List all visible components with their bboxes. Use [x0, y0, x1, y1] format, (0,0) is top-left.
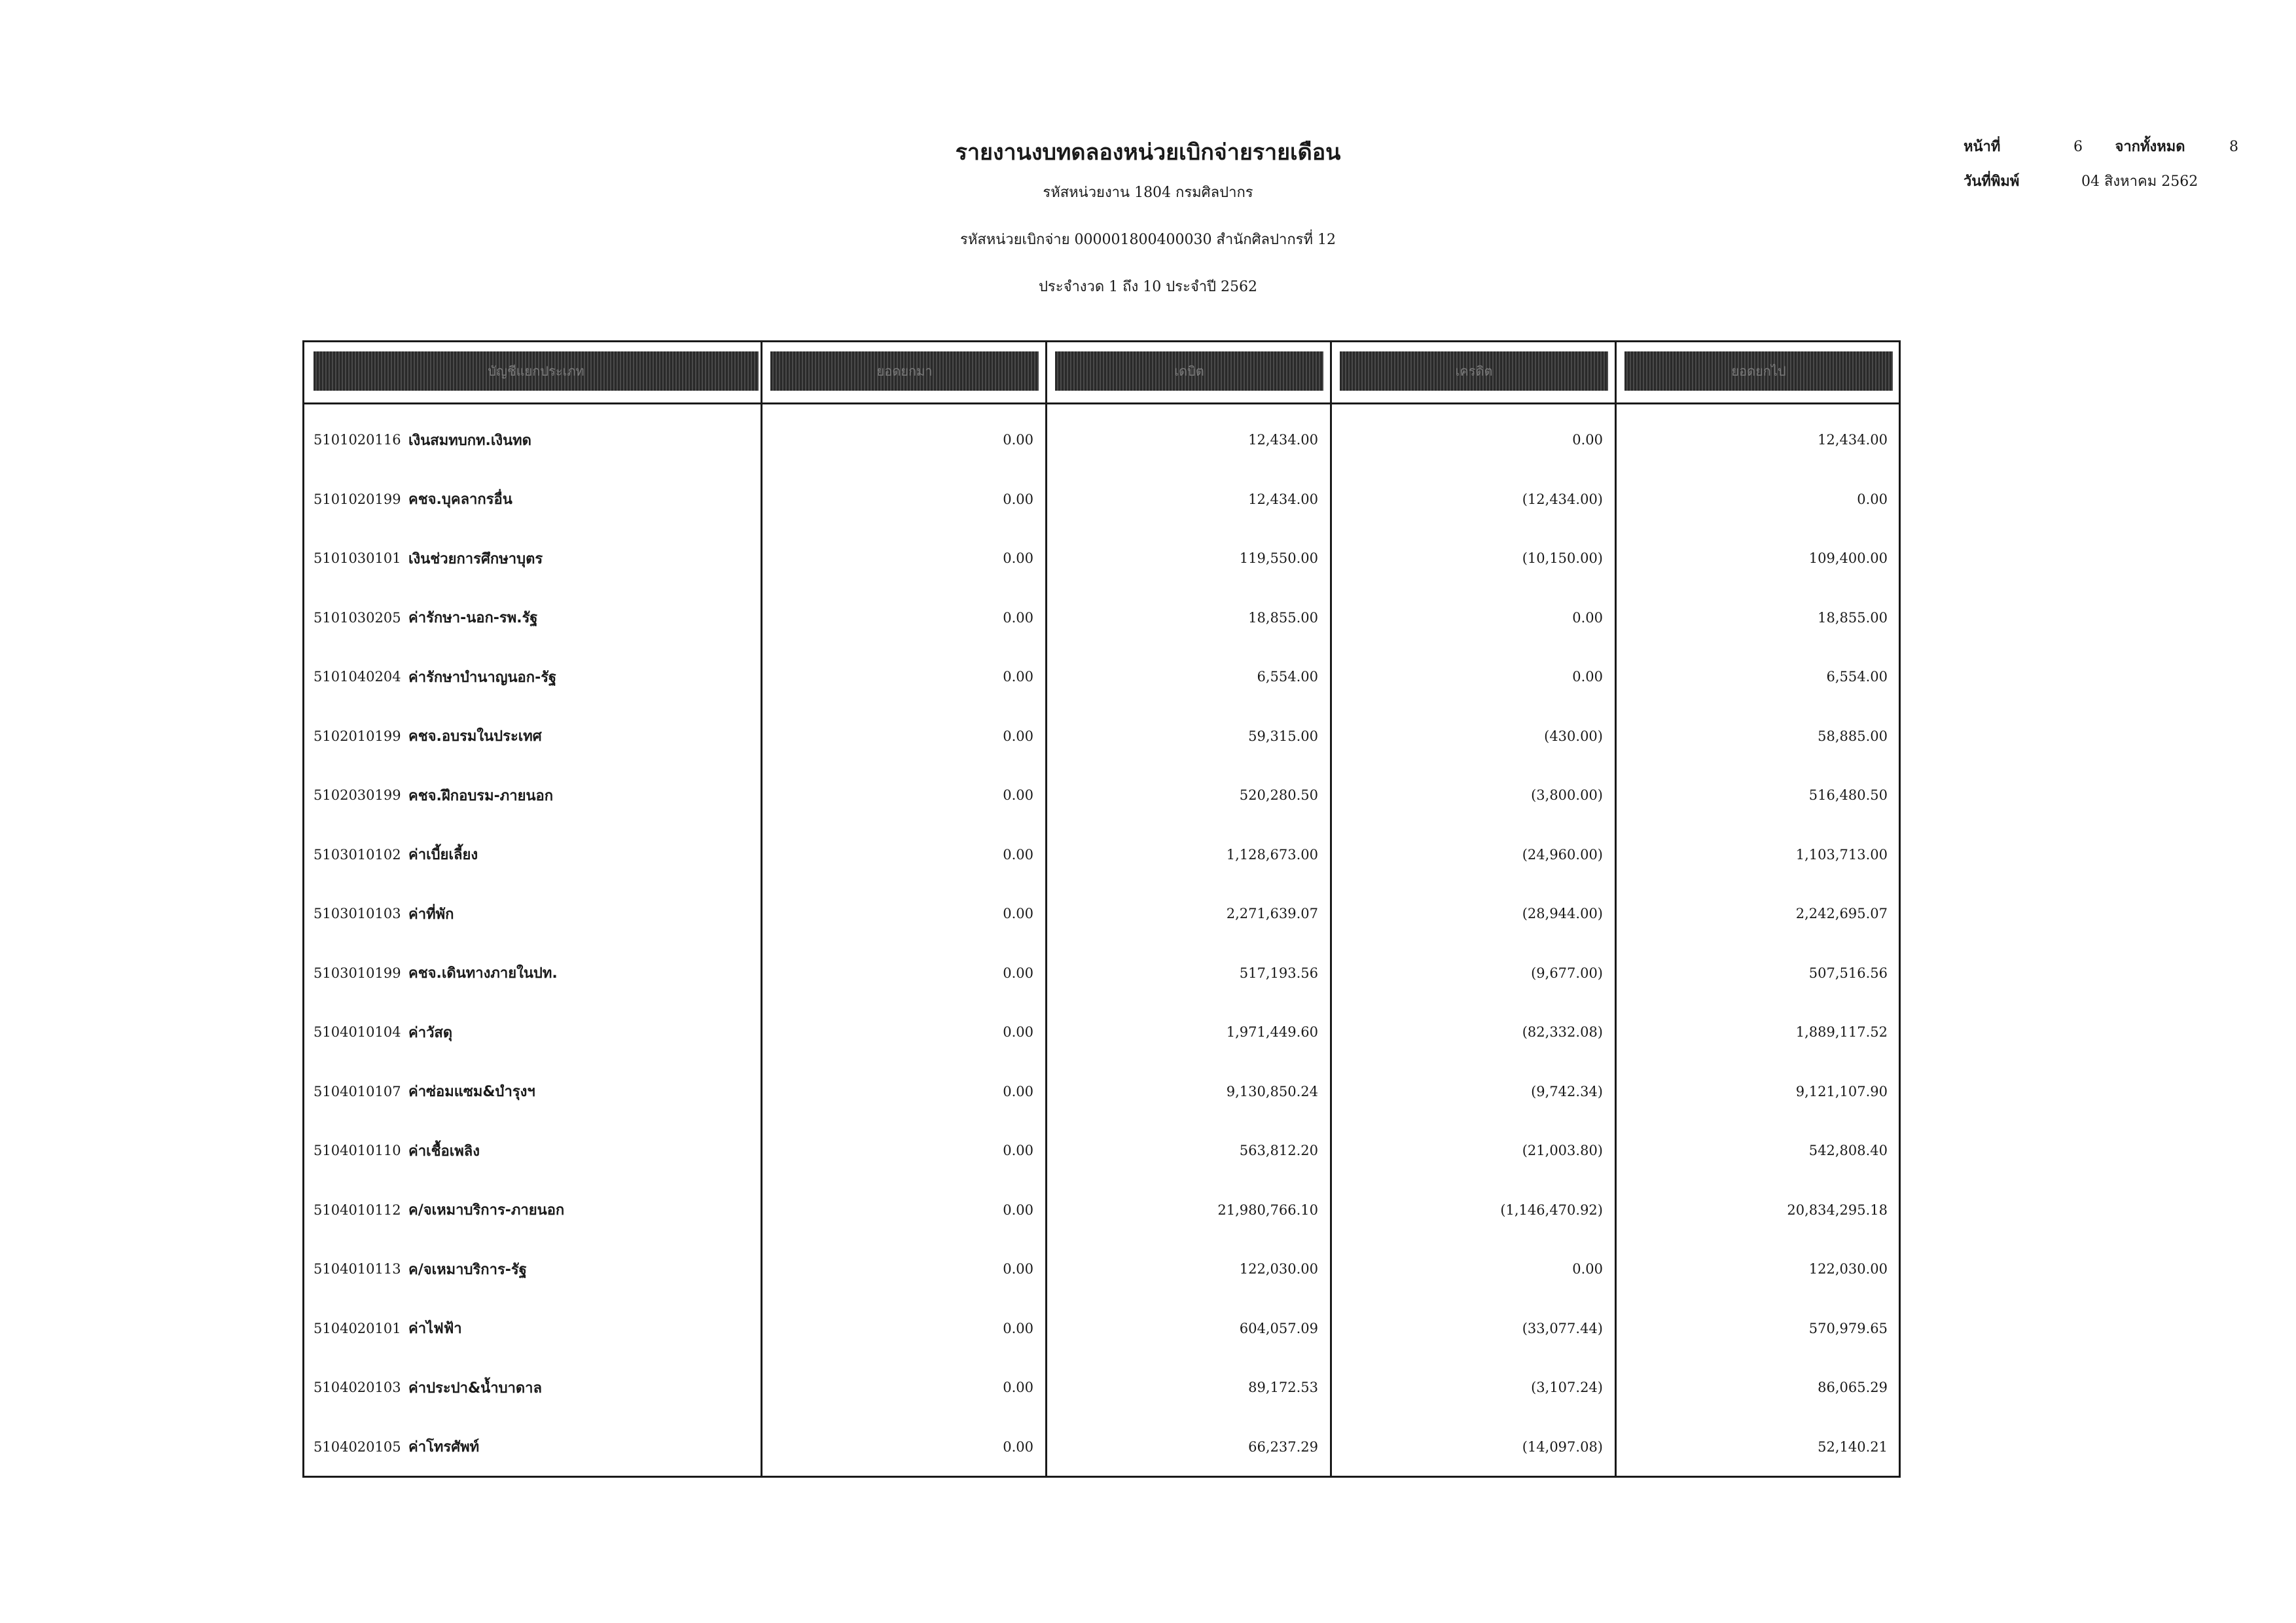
table-row	[304, 588, 1899, 647]
account-cell	[314, 1418, 759, 1476]
account-code: 5104020103	[314, 1380, 401, 1395]
credit-value: (28,944.00)	[1522, 906, 1603, 921]
brought-forward-value: 0.00	[1003, 1261, 1033, 1277]
account-name: คชจ.อบรมในประเทศ	[408, 728, 542, 745]
account-cell	[314, 1181, 759, 1240]
credit-value: (33,077.44)	[1522, 1320, 1603, 1336]
carried-forward-value: 18,855.00	[1818, 609, 1888, 626]
brought-forward-value: 0.00	[1003, 1143, 1033, 1158]
table-row	[304, 1418, 1899, 1476]
brought-forward-value: 0.00	[1003, 609, 1033, 626]
account-code: 5103010103	[314, 906, 401, 921]
table-row	[304, 944, 1899, 1003]
brought-forward-value: 0.00	[1003, 728, 1033, 744]
account-cell	[314, 825, 759, 884]
agency-line: รหัสหน่วยงาน 1804 กรมศิลปากร	[1043, 185, 1253, 201]
account-name: ค่าเชื้อเพลิง	[408, 1143, 480, 1160]
debit-value: 66,237.29	[1248, 1438, 1318, 1455]
credit-value: 0.00	[1572, 432, 1603, 448]
account-name: ค่าเบี้ยเลี้ยง	[408, 847, 478, 863]
account-name: ค่าที่พัก	[408, 906, 454, 923]
account-code: 5101030101	[314, 550, 401, 566]
carried-forward-value: 109,400.00	[1808, 550, 1888, 566]
brought-forward-value: 0.00	[1003, 965, 1033, 981]
carried-forward-value: 58,885.00	[1818, 728, 1888, 744]
account-cell	[314, 1003, 759, 1061]
account-code: 5103010102	[314, 846, 401, 863]
account-code: 5104010110	[314, 1143, 401, 1158]
carried-forward-value: 52,140.21	[1818, 1438, 1888, 1455]
brought-forward-value: 0.00	[1003, 1024, 1033, 1040]
account-code: 5104020105	[314, 1438, 401, 1455]
account-code: 5104010112	[314, 1202, 401, 1218]
account-name: ค่ารักษาบำนาญนอก-รัฐ	[408, 669, 557, 686]
brought-forward-value: 0.00	[1003, 906, 1033, 921]
debit-value: 1,128,673.00	[1226, 846, 1318, 863]
carried-forward-value: 1,889,117.52	[1795, 1024, 1888, 1040]
disbursing-unit-line: รหัสหน่วยเบิกจ่าย 000001800400030 สำนักศิลปากรที่ 12	[960, 232, 1336, 248]
total-label: จากทั้งหมด	[2115, 138, 2185, 155]
header-brought-forward: ยอดยกมา	[770, 351, 1039, 391]
credit-value: (12,434.00)	[1522, 491, 1603, 507]
account-cell	[314, 529, 759, 588]
header-debit: เดบิต	[1055, 351, 1323, 391]
table-row	[304, 529, 1899, 588]
carried-forward-value: 20,834,295.18	[1787, 1202, 1888, 1218]
account-code: 5102030199	[314, 787, 401, 803]
credit-value: (430.00)	[1544, 728, 1603, 744]
account-code: 5102010199	[314, 728, 401, 744]
account-cell	[314, 766, 759, 825]
page-info	[1964, 130, 2238, 199]
header-carried-forward: ยอดยกไป	[1624, 351, 1893, 391]
account-cell	[314, 1121, 759, 1180]
account-cell	[314, 1062, 759, 1121]
credit-value: (10,150.00)	[1522, 550, 1603, 566]
credit-value: (9,677.00)	[1531, 965, 1603, 981]
header-credit: เครดิต	[1340, 351, 1608, 391]
brought-forward-value: 0.00	[1003, 1320, 1033, 1336]
table-row	[304, 707, 1899, 766]
debit-value: 59,315.00	[1248, 728, 1318, 744]
credit-value: 0.00	[1572, 609, 1603, 626]
total-pages: 8	[2229, 139, 2238, 155]
account-name: เงินสมทบกท.เงินทด	[408, 432, 531, 449]
account-code: 5104010107	[314, 1083, 401, 1099]
carried-forward-value: 122,030.00	[1808, 1261, 1888, 1277]
account-code: 5101020116	[314, 432, 401, 448]
debit-value: 12,434.00	[1248, 432, 1318, 448]
trial-balance-table	[302, 340, 1901, 1478]
print-date-label: วันที่พิมพ์	[1964, 173, 2020, 190]
carried-forward-value: 1,103,713.00	[1795, 846, 1888, 863]
credit-value: (24,960.00)	[1522, 846, 1603, 863]
account-cell	[314, 647, 759, 706]
account-code: 5103010199	[314, 965, 401, 981]
table-row	[304, 470, 1899, 529]
table-row	[304, 647, 1899, 706]
table-row	[304, 825, 1899, 884]
table-row	[304, 766, 1899, 825]
brought-forward-value: 0.00	[1003, 1202, 1033, 1218]
account-name: ค่าโทรศัพท์	[408, 1439, 480, 1455]
table-row	[304, 1003, 1899, 1061]
brought-forward-value: 0.00	[1003, 1438, 1033, 1455]
account-code: 5104020101	[314, 1320, 401, 1336]
brought-forward-value: 0.00	[1003, 1083, 1033, 1099]
print-date: 04 สิงหาคม 2562	[2081, 173, 2198, 190]
carried-forward-value: 507,516.56	[1808, 965, 1888, 981]
brought-forward-value: 0.00	[1003, 669, 1033, 685]
debit-value: 6,554.00	[1257, 669, 1318, 685]
credit-value: (21,003.80)	[1522, 1143, 1603, 1158]
carried-forward-value: 516,480.50	[1808, 787, 1888, 803]
account-name: ค/จเหมาบริการ-ภายนอก	[408, 1202, 565, 1219]
account-code: 5104010113	[314, 1261, 401, 1277]
credit-value: (14,097.08)	[1522, 1438, 1603, 1455]
debit-value: 12,434.00	[1248, 491, 1318, 507]
table-header	[304, 342, 1899, 404]
account-cell	[314, 944, 759, 1003]
report-title: รายงานงบทดลองหน่วยเบิกจ่ายรายเดือน	[955, 139, 1341, 166]
debit-value: 1,971,449.60	[1226, 1024, 1318, 1040]
credit-value: (1,146,470.92)	[1500, 1202, 1603, 1218]
account-code: 5101030205	[314, 609, 401, 626]
carried-forward-value: 86,065.29	[1818, 1380, 1888, 1395]
debit-value: 21,980,766.10	[1217, 1202, 1318, 1218]
carried-forward-value: 6,554.00	[1826, 669, 1888, 685]
account-cell	[314, 1240, 759, 1298]
account-code: 5104010104	[314, 1024, 401, 1040]
table-row	[304, 410, 1899, 469]
carried-forward-value: 12,434.00	[1818, 432, 1888, 448]
page-label: หน้าที่	[1964, 138, 2001, 155]
account-name: คชจ.เดินทางภายในปท.	[408, 965, 558, 982]
debit-value: 517,193.56	[1239, 965, 1318, 981]
debit-value: 119,550.00	[1239, 550, 1318, 566]
carried-forward-value: 0.00	[1857, 491, 1888, 507]
account-cell	[314, 707, 759, 766]
debit-value: 520,280.50	[1239, 787, 1318, 803]
carried-forward-value: 570,979.65	[1808, 1320, 1888, 1336]
account-cell	[314, 884, 759, 943]
brought-forward-value: 0.00	[1003, 491, 1033, 507]
account-cell	[314, 470, 759, 529]
account-cell	[314, 588, 759, 647]
account-cell	[314, 1299, 759, 1358]
debit-value: 563,812.20	[1239, 1143, 1318, 1158]
account-name: เงินช่วยการศึกษาบุตร	[408, 550, 543, 567]
credit-value: 0.00	[1572, 1261, 1603, 1277]
table-row	[304, 1062, 1899, 1121]
table-row	[304, 1121, 1899, 1180]
table-row	[304, 1181, 1899, 1240]
credit-value: (3,107.24)	[1531, 1380, 1603, 1395]
carried-forward-value: 542,808.40	[1808, 1143, 1888, 1158]
page-number: 6	[2073, 139, 2083, 155]
account-name: ค่าไฟฟ้า	[408, 1321, 462, 1337]
brought-forward-value: 0.00	[1003, 432, 1033, 448]
debit-value: 89,172.53	[1248, 1380, 1318, 1395]
debit-value: 2,271,639.07	[1226, 906, 1318, 921]
table-row	[304, 884, 1899, 943]
account-code: 5101040204	[314, 669, 401, 685]
table-row	[304, 1358, 1899, 1417]
account-cell	[314, 1358, 759, 1417]
credit-value: (82,332.08)	[1522, 1024, 1603, 1040]
account-name: ค/จเหมาบริการ-รัฐ	[408, 1261, 527, 1278]
account-cell	[314, 410, 759, 469]
carried-forward-value: 9,121,107.90	[1795, 1083, 1888, 1099]
period-line: ประจำงวด 1 ถึง 10 ประจำปี 2562	[1038, 279, 1258, 295]
account-code: 5101020199	[314, 491, 401, 507]
account-name: ค่าประปา&น้ำบาดาล	[408, 1380, 543, 1397]
brought-forward-value: 0.00	[1003, 1380, 1033, 1395]
debit-value: 18,855.00	[1248, 609, 1318, 626]
account-name: คชจ.ฝึกอบรม-ภายนอก	[408, 787, 554, 804]
account-name: ค่ารักษา-นอก-รพ.รัฐ	[408, 610, 538, 626]
debit-value: 9,130,850.24	[1226, 1083, 1318, 1099]
debit-value: 122,030.00	[1239, 1261, 1318, 1277]
table-row	[304, 1299, 1899, 1358]
account-name: ค่าซ่อมแซม&บำรุงฯ	[408, 1084, 535, 1100]
brought-forward-value: 0.00	[1003, 846, 1033, 863]
brought-forward-value: 0.00	[1003, 787, 1033, 803]
carried-forward-value: 2,242,695.07	[1795, 906, 1888, 921]
table-row	[304, 1240, 1899, 1298]
credit-value: 0.00	[1572, 669, 1603, 685]
header-account: บัญชีแยกประเภท	[314, 351, 759, 391]
account-name: คชจ.บุคลากรอื่น	[408, 491, 512, 508]
debit-value: 604,057.09	[1239, 1320, 1318, 1336]
account-name: ค่าวัสดุ	[408, 1024, 453, 1041]
credit-value: (3,800.00)	[1531, 787, 1603, 803]
credit-value: (9,742.34)	[1531, 1083, 1603, 1099]
brought-forward-value: 0.00	[1003, 550, 1033, 566]
